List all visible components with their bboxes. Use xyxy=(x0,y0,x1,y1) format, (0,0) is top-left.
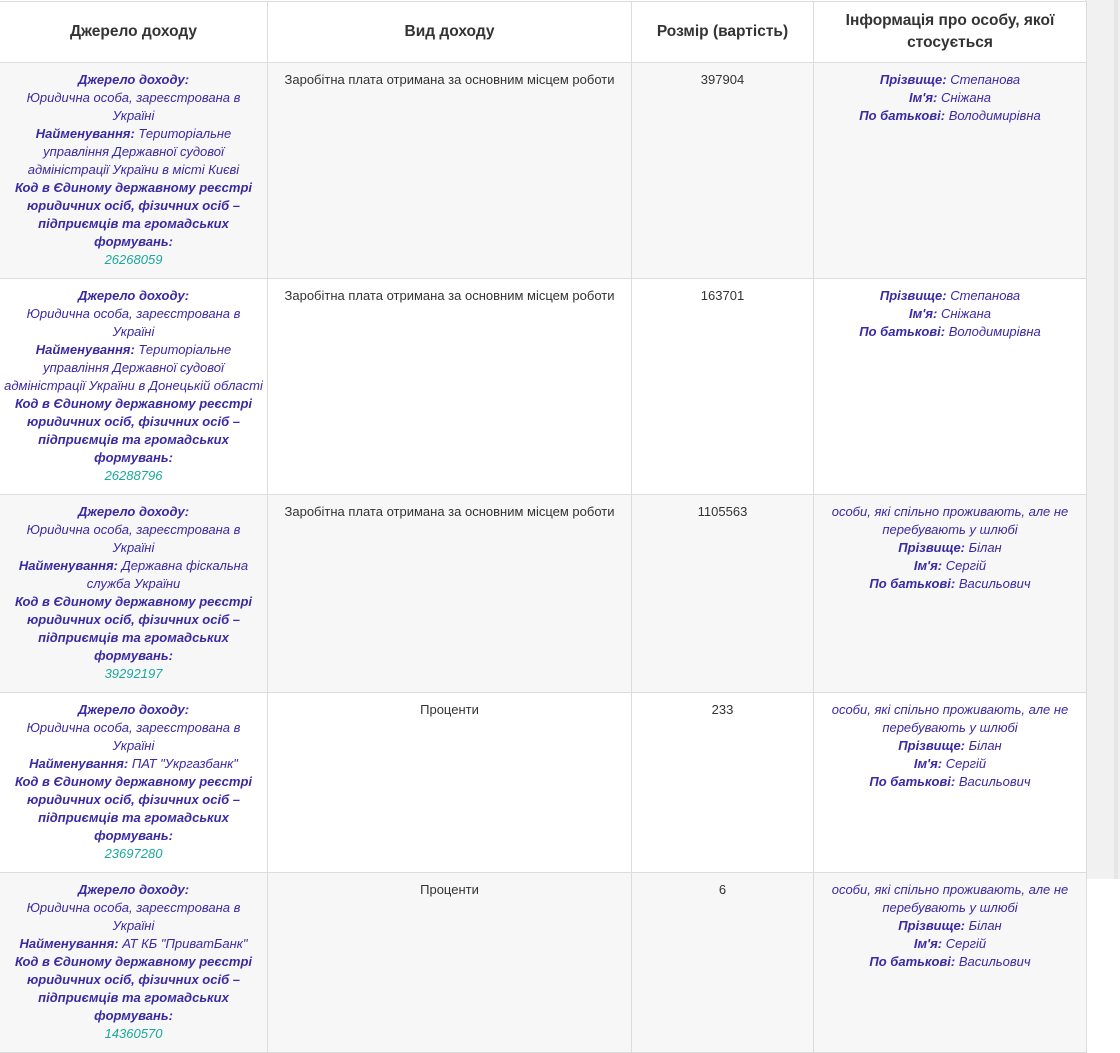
surname-line xyxy=(818,539,1082,557)
registry-code: 39292197 xyxy=(104,666,163,681)
income-table-body xyxy=(0,63,1087,1053)
patronymic-label: По батькові: xyxy=(869,954,956,969)
surname: Білан xyxy=(968,738,1002,753)
table-row xyxy=(0,63,1087,279)
surname-line xyxy=(818,737,1082,755)
name-label: Найменування: xyxy=(35,342,135,357)
table-row xyxy=(0,495,1087,693)
page-scrollbar-track[interactable] xyxy=(1085,0,1120,879)
source-name-line xyxy=(4,557,263,593)
patronymic-line xyxy=(818,323,1082,341)
income-type-cell: Заробітна плата отримана за основним місцем роботи xyxy=(268,495,632,693)
source-title-label: Джерело доходу: xyxy=(77,72,190,87)
income-type-cell: Заробітна плата отримана за основним місцем роботи xyxy=(268,63,632,279)
source-cell xyxy=(0,63,268,279)
source-cell xyxy=(0,693,268,873)
patronymic-label: По батькові: xyxy=(859,108,946,123)
source-kind: Юридична особа, зареєстрована в Україні xyxy=(26,90,241,123)
person-cell xyxy=(814,693,1087,873)
surname-label: Прізвище: xyxy=(898,738,966,753)
source-cell xyxy=(0,279,268,495)
surname: Білан xyxy=(968,918,1002,933)
firstname-line xyxy=(818,305,1082,323)
firstname-line xyxy=(818,89,1082,107)
firstname-label: Ім'я: xyxy=(913,558,943,573)
name-label: Найменування: xyxy=(19,936,119,951)
relation-text: особи, які спільно проживають, але не перебувають у шлюбі xyxy=(831,504,1069,537)
patronymic-line xyxy=(818,575,1082,593)
header-person-info: Інформація про особу, якої стосується xyxy=(814,2,1087,63)
amount-cell: 397904 xyxy=(632,63,814,279)
person-cell xyxy=(814,495,1087,693)
surname: Степанова xyxy=(950,288,1021,303)
surname: Степанова xyxy=(950,72,1021,87)
source-kind: Юридична особа, зареєстрована в Україні xyxy=(26,900,241,933)
source-name-line xyxy=(4,935,263,953)
registry-code: 26268059 xyxy=(104,252,163,267)
registry-code-label: Код в Єдиному державному реєстрі юридичних осіб, фізичних осіб – підприємців та громадських формувань: xyxy=(14,774,253,843)
surname-label: Прізвище: xyxy=(898,540,966,555)
income-type-cell: Проценти xyxy=(268,873,632,1053)
source-name: Територіальне управління Державної судової адміністрації України в Донецькій області xyxy=(4,342,263,393)
patronymic-line xyxy=(818,953,1082,971)
income-type-cell: Заробітна плата отримана за основним місцем роботи xyxy=(268,279,632,495)
person-cell xyxy=(814,279,1087,495)
page-scrollbar-thumb[interactable] xyxy=(1114,0,1118,879)
person-cell xyxy=(814,873,1087,1053)
firstname-line xyxy=(818,755,1082,773)
patronymic-line xyxy=(818,773,1082,791)
surname-line xyxy=(818,917,1082,935)
firstname-label: Ім'я: xyxy=(913,936,943,951)
patronymic-label: По батькові: xyxy=(859,324,946,339)
firstname: Сніжана xyxy=(940,306,991,321)
firstname-label: Ім'я: xyxy=(913,756,943,771)
surname-label: Прізвище: xyxy=(879,288,947,303)
patronymic: Володимирівна xyxy=(948,324,1041,339)
registry-code-label: Код в Єдиному державному реєстрі юридичних осіб, фізичних осіб – підприємців та громадських формувань: xyxy=(14,594,253,663)
firstname-line xyxy=(818,557,1082,575)
name-label: Найменування: xyxy=(29,756,129,771)
surname-label: Прізвище: xyxy=(879,72,947,87)
registry-code-label: Код в Єдиному державному реєстрі юридичних осіб, фізичних осіб – підприємців та громадських формувань: xyxy=(14,954,253,1023)
amount-cell: 163701 xyxy=(632,279,814,495)
patronymic: Васильович xyxy=(958,954,1031,969)
source-name-line xyxy=(4,125,263,179)
registry-code: 14360570 xyxy=(104,1026,163,1041)
surname: Білан xyxy=(968,540,1002,555)
relation-text: особи, які спільно проживають, але не перебувають у шлюбі xyxy=(831,702,1069,735)
source-kind: Юридична особа, зареєстрована в Україні xyxy=(26,522,241,555)
firstname: Сніжана xyxy=(940,90,991,105)
source-name-line xyxy=(4,341,263,395)
firstname: Сергій xyxy=(945,936,987,951)
table-row xyxy=(0,693,1087,873)
source-name-line xyxy=(4,755,263,773)
patronymic: Володимирівна xyxy=(948,108,1041,123)
name-label: Найменування: xyxy=(35,126,135,141)
firstname-line xyxy=(818,935,1082,953)
header-income-source: Джерело доходу xyxy=(0,2,268,63)
name-label: Найменування: xyxy=(18,558,118,573)
amount-cell: 233 xyxy=(632,693,814,873)
firstname-label: Ім'я: xyxy=(909,90,938,105)
source-kind: Юридична особа, зареєстрована в Україні xyxy=(26,306,241,339)
header-income-amount: Розмір (вартість) xyxy=(632,2,814,63)
income-type-cell: Проценти xyxy=(268,693,632,873)
source-name: ПАТ "Укргазбанк" xyxy=(131,756,238,771)
source-title-label: Джерело доходу: xyxy=(77,882,190,897)
surname-line xyxy=(818,71,1082,89)
table-row xyxy=(0,873,1087,1053)
registry-code: 26288796 xyxy=(104,468,163,483)
firstname: Сергій xyxy=(945,756,987,771)
source-title-label: Джерело доходу: xyxy=(77,702,190,717)
amount-cell: 1105563 xyxy=(632,495,814,693)
source-title-label: Джерело доходу: xyxy=(77,288,190,303)
source-name: АТ КБ "ПриватБанк" xyxy=(122,936,248,951)
source-name: Державна фіскальна служба України xyxy=(86,558,249,591)
source-cell xyxy=(0,873,268,1053)
source-name: Територіальне управління Державної судової адміністрації України в місті Києві xyxy=(27,126,240,177)
patronymic: Васильович xyxy=(958,774,1031,789)
surname-label: Прізвище: xyxy=(898,918,966,933)
patronymic-line xyxy=(818,107,1082,125)
patronymic: Васильович xyxy=(958,576,1031,591)
firstname-label: Ім'я: xyxy=(909,306,938,321)
surname-line xyxy=(818,287,1082,305)
firstname: Сергій xyxy=(945,558,987,573)
registry-code: 23697280 xyxy=(104,846,163,861)
person-cell xyxy=(814,63,1087,279)
source-cell xyxy=(0,495,268,693)
table-header-row xyxy=(0,2,1087,63)
patronymic-label: По батькові: xyxy=(869,774,956,789)
table-row xyxy=(0,279,1087,495)
registry-code-label: Код в Єдиному державному реєстрі юридичних осіб, фізичних осіб – підприємців та громадських формувань: xyxy=(14,180,253,249)
income-table xyxy=(0,1,1087,1053)
header-income-type: Вид доходу xyxy=(268,2,632,63)
registry-code-label: Код в Єдиному державному реєстрі юридичних осіб, фізичних осіб – підприємців та громадських формувань: xyxy=(14,396,253,465)
source-kind: Юридична особа, зареєстрована в Україні xyxy=(26,720,241,753)
patronymic-label: По батькові: xyxy=(869,576,956,591)
amount-cell: 6 xyxy=(632,873,814,1053)
source-title-label: Джерело доходу: xyxy=(77,504,190,519)
relation-text: особи, які спільно проживають, але не перебувають у шлюбі xyxy=(831,882,1069,915)
